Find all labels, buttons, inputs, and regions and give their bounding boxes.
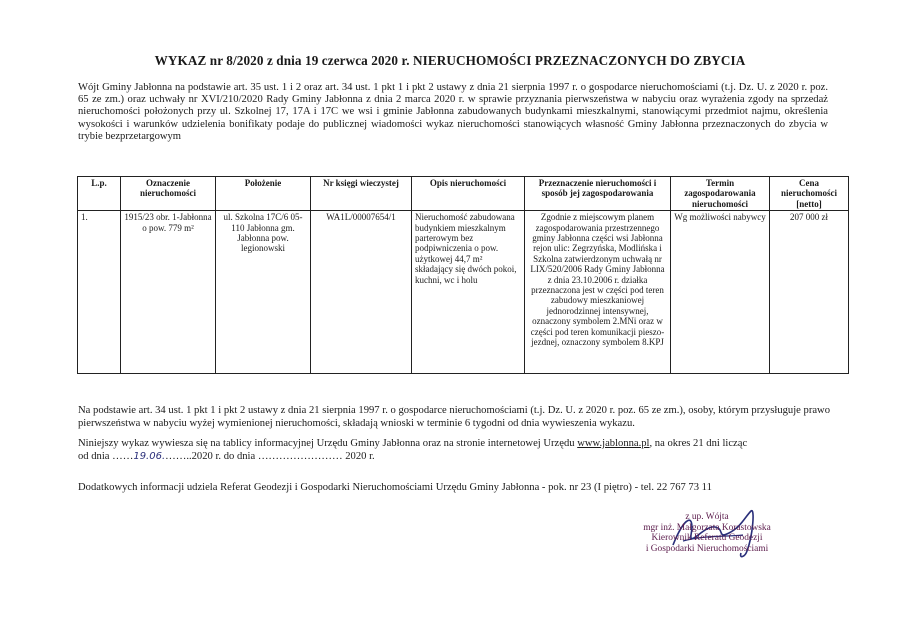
stamp-line-4: i Gospodarki Nieruchomościami <box>645 543 769 554</box>
stamp-line-1: z up. Wójta <box>685 512 729 522</box>
cell-termin: Wg możliwości nabywcy <box>671 211 770 374</box>
contact-paragraph: Dodatkowych informacji udziela Referat Geodezji i Gospodarki Nieruchomościami Urzędu Gminy Jabłonna - pok. nr 23 (I piętro) - tel. 22 767 73 11 <box>78 482 712 493</box>
cell-polozenie: ul. Szkolna 17C/6 05-110 Jabłonna gm. Jabłonna pow. legionowski <box>216 211 311 374</box>
date-suffix: ……..2020 r. do dnia …………………… 2020 r. <box>165 451 375 462</box>
stamp-line-3: Kierownik Referatu Geodezji <box>651 533 763 544</box>
signature-stamp <box>612 512 802 554</box>
intro-paragraph: Wójt Gminy Jabłonna na podstawie art. 35 ust. 1 i 2 oraz art. 34 ust. 1 pkt 1 i pkt 2 ustawy z dnia 21 sierpnia 1997 r. o gospodarce nieruchomościami (t.j. Dz. U. z 2020 r. poz. 65 ze zm.) oraz uchwały nr XVI/210/2020 Rady Gminy Jabłonna z dnia 2 marca 2020 r. w sprawie przyznania pierwszeństwa w nabyciu oraz wyrażenia zgody na sprzedaż nieruchomości położonych przy ul. Szkolnej 17, 17A i 17C we wsi i gminie Jabłonna zabudowanych budynkami mieszkalnymi, stanowiącymi przedmiot najmu, określenia wysokości i warunków udzielenia bonifikaty podaje do publicznej wiadomości wykaz nieruchomości stanowiących własność Gminy Jabłonna przeznaczonych do zbycia w trybie bezprzetargowym <box>78 82 828 142</box>
posting-period-text: , na okres 21 dni licząc <box>649 438 748 449</box>
table-row <box>78 211 849 374</box>
posting-text: Niniejszy wykaz wywiesza się na tablicy informacyjnej Urzędu Gminy Jabłonna oraz na stronie internetowej Urzędu <box>78 438 578 449</box>
priority-paragraph: Na podstawie art. 34 ust. 1 pkt 1 i pkt 2 ustawy z dnia 21 sierpnia 1997 r. o gospodarce nieruchomościami (t.j. Dz. U. z 2020 r. poz. 65 ze zm.), osoby, którym przysługuje prawo pierwszeństwa w nabyciu wyżej wymienionej nieruchomości, składają wnioski w terminie 6 tygodni od dnia wywieszenia wykazu. <box>78 405 830 429</box>
header-przeznaczenie: Przeznaczenie nieruchomości i sposób jej zagospodarowania <box>525 177 671 211</box>
table-header-row <box>78 177 849 211</box>
cell-nr-ksiegi: WA1L/00007654/1 <box>311 211 412 374</box>
property-table <box>77 176 849 374</box>
cell-opis: Nieruchomość zabudowana budynkiem mieszkalnym parterowym bez podpiwniczenia o pow. użytkowej 44,7 m² składający się dwóch pokoi, kuchni, wc i holu <box>412 211 525 374</box>
header-cena: Cena nieruchomości [netto] <box>770 177 849 211</box>
cell-lp: 1. <box>78 211 121 374</box>
posting-paragraph <box>78 437 830 463</box>
cell-cena: 207 000 zł <box>770 211 849 374</box>
handwritten-date: 19.06. <box>133 451 166 462</box>
header-oznaczenie: Oznaczenie nieruchomości <box>121 177 216 211</box>
header-opis: Opis nieruchomości <box>412 177 525 211</box>
document-title: WYKAZ nr 8/2020 z dnia 19 czerwca 2020 r. NIERUCHOMOŚCI PRZEZNACZONYCH DO ZBYCIA <box>154 53 746 68</box>
header-polozenie: Położenie <box>216 177 311 211</box>
stamp-line-2: mgr inż. Małgorzata Korastowska <box>643 522 771 533</box>
date-prefix: od dnia …… <box>78 451 134 462</box>
cell-oznaczenie: 1915/23 obr. 1-Jabłonna o pow. 779 m² <box>121 211 216 374</box>
cell-przeznaczenie: Zgodnie z miejscowym planem zagospodarowania przestrzennego gminy Jabłonna części wsi Jabłonna rejon ulic: Zegrzyńska, Modlińska i Szkolna zatwierdzonym uchwałą nr LIX/520/2006 Rady Gminy Jabłonna z dnia 23.10.2006 r. działka przeznaczona jest w części pod teren zabudowy mieszkaniowej jednorodzinnej intensywnej, oznaczony symbolem 2.MNi oraz w części pod teren komunikacji pieszo-jezdnej, oznaczony symbolem 8.KPJ <box>525 211 671 374</box>
website-link[interactable]: www.jablonna.pl <box>577 438 650 449</box>
header-lp: L.p. <box>78 177 121 211</box>
header-nr-ksiegi: Nr księgi wieczystej <box>311 177 412 211</box>
header-termin: Termin zagospodarowania nieruchomości <box>671 177 770 211</box>
